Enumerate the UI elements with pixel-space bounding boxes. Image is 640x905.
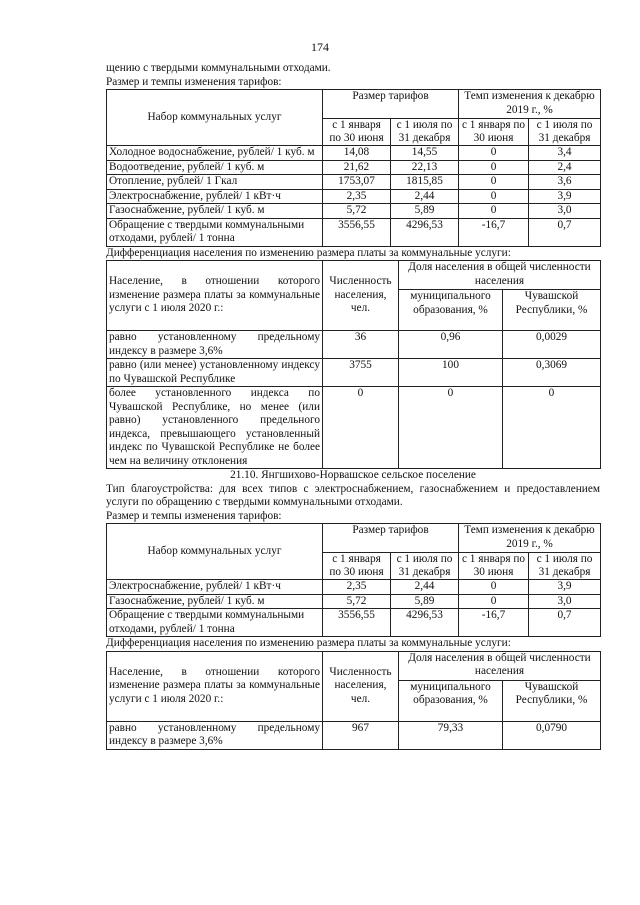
tariff-value: 5,72 [323,594,391,609]
tariff-value: 1753,07 [323,175,391,190]
rate-value: -16,7 [459,218,529,246]
subheader: Чувашской Республики, % [503,290,601,331]
col-service-header: Набор коммунальных услуг [107,90,323,146]
share-republic: 0,0790 [503,721,601,749]
service-name: Обращение с твердыми коммунальными отходами, рублей/ 1 тонна [107,609,323,637]
population-count: 3755 [323,359,399,387]
population-category: равно установленному предельному индексу в размере 3,6% [107,721,323,749]
service-name: Холодное водоснабжение, рублей/ 1 куб. м [107,146,323,161]
rate-value: -16,7 [459,609,529,637]
rate-value: 3,9 [529,580,601,595]
subheader: муниципального образования, % [399,290,503,331]
population-diff-table [106,260,601,469]
tariff-value: 3556,55 [323,609,391,637]
share-municipal: 100 [399,359,503,387]
col-count-header: Численность населения, чел. [323,651,399,721]
table-row [107,331,601,359]
tariff-value: 2,44 [391,580,459,595]
service-name: Водоотведение, рублей/ 1 куб. м [107,160,323,175]
subheader: с 1 июля по 31 декабря [391,119,459,146]
rate-value: 0 [459,594,529,609]
subheader: с 1 января по 30 июня [459,553,529,580]
subheader: с 1 июля по 31 декабря [529,553,601,580]
document-body [106,62,600,750]
tariff-value: 5,72 [323,204,391,219]
rate-value: 3,6 [529,175,601,190]
population-count: 36 [323,331,399,359]
table-row [107,580,601,595]
table-row [107,721,601,749]
share-municipal: 0,96 [399,331,503,359]
service-name: Обращение с твердыми коммунальными отходами, рублей/ 1 тонна [107,218,323,246]
rate-value: 2,4 [529,160,601,175]
col-service-header: Набор коммунальных услуг [107,524,323,580]
tariff-value: 22,13 [391,160,459,175]
rate-value: 3,9 [529,189,601,204]
share-republic: 0 [503,387,601,469]
rate-value: 0 [459,189,529,204]
tariff-value: 2,44 [391,189,459,204]
tariff-value: 4296,53 [391,218,459,246]
population-diff-table [106,651,601,750]
table-row [107,160,601,175]
tariff-value: 5,89 [391,204,459,219]
rate-value: 3,0 [529,204,601,219]
tariff-value: 5,89 [391,594,459,609]
section-heading: 21.10. Янгшихово-Норвашское сельское поселение [230,469,476,481]
service-name: Газоснабжение, рублей/ 1 куб. м [107,204,323,219]
population-category: равно установленному предельному индексу в размере 3,6% [107,331,323,359]
service-name: Электроснабжение, рублей/ 1 кВт·ч [107,189,323,204]
col-share-header: Доля населения в общей численности населения [399,651,601,680]
rate-value: 0 [459,204,529,219]
service-name: Электроснабжение, рублей/ 1 кВт·ч [107,580,323,595]
subheader: с 1 января по 30 июня [323,119,391,146]
table-row [107,359,601,387]
tariff-value: 2,35 [323,580,391,595]
table-row [107,218,601,246]
table-row [107,204,601,219]
col-size-header: Размер тарифов [323,524,459,553]
diff-title: Дифференциация населения по изменению размера платы за коммунальные услуги: [106,637,511,649]
intro-continuation: щению с твердыми коммунальными отходами. [106,62,331,74]
col-population-header: Население, в отношении которого изменение размера платы за коммунальные услуги с 1 июля 2020 г.: [107,651,323,721]
table-row [107,189,601,204]
subheader: с 1 июля по 31 декабря [529,119,601,146]
population-count: 0 [323,387,399,469]
rate-value: 0,7 [529,609,601,637]
rate-value: 0 [459,580,529,595]
subheader: с 1 января по 30 июня [459,119,529,146]
rate-value: 0,7 [529,218,601,246]
table-row [107,146,601,161]
tariff-value: 1815,85 [391,175,459,190]
population-count: 967 [323,721,399,749]
subheader: Чувашской Республики, % [503,680,601,721]
tariff-table [106,89,601,247]
population-category: равно (или менее) установленному индексу по Чувашской Республике [107,359,323,387]
table-row [107,387,601,469]
share-municipal: 0 [399,387,503,469]
tariff-value: 4296,53 [391,609,459,637]
col-share-header: Доля населения в общей численности населения [399,261,601,290]
share-municipal: 79,33 [399,721,503,749]
tariff-value: 21,62 [323,160,391,175]
rate-value: 0 [459,175,529,190]
rate-value: 3,0 [529,594,601,609]
table-row [107,594,601,609]
tariffs-title: Размер и темпы изменения тарифов: [106,75,282,88]
page-number: 174 [311,40,329,54]
table-row [107,609,601,637]
tariffs-title: Размер и темпы изменения тарифов: [106,509,282,522]
col-rate-header: Темп изменения к декабрю 2019 г., % [459,524,601,553]
subheader: муниципального образования, % [399,680,503,721]
service-name: Отопление, рублей/ 1 Гкал [107,175,323,190]
rate-value: 3,4 [529,146,601,161]
col-population-header: Население, в отношении которого изменение размера платы за коммунальные услуги с 1 июля 2020 г.: [107,261,323,331]
tariff-value: 14,08 [323,146,391,161]
share-republic: 0,3069 [503,359,601,387]
rate-value: 0 [459,146,529,161]
population-category: более установленного индекса по Чувашской Республике, но менее (или равно) установленного предельного индекса, превышающего установленный индекс по Чувашской Республике не более чем на величину отклонения [107,387,323,469]
table-row [107,175,601,190]
col-size-header: Размер тарифов [323,90,459,119]
service-name: Газоснабжение, рублей/ 1 куб. м [107,594,323,609]
section-intro: Тип благоустройства: для всех типов с электроснабжением, газоснабжением и предоставлением услуги по обращению с твердыми коммунальными отходами. [106,482,600,508]
share-republic: 0,0029 [503,331,601,359]
subheader: с 1 июля по 31 декабря [391,553,459,580]
tariff-value: 3556,55 [323,218,391,246]
tariff-value: 2,35 [323,189,391,204]
diff-title: Дифференциация населения по изменению размера платы за коммунальные услуги: [106,246,511,259]
rate-value: 0 [459,160,529,175]
col-count-header: Численность населения, чел. [323,261,399,331]
subheader: с 1 января по 30 июня [323,553,391,580]
col-rate-header: Темп изменения к декабрю 2019 г., % [459,90,601,119]
tariff-value: 14,55 [391,146,459,161]
tariff-table [106,523,601,637]
